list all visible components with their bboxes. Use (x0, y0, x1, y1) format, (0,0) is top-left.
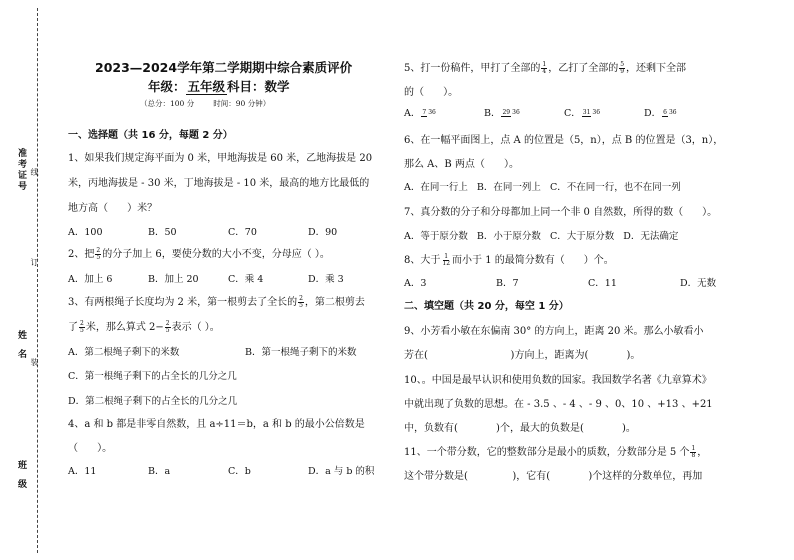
q3-text-d: 米，那么算式 2− (85, 322, 164, 333)
q5-fraction-2 (619, 62, 625, 75)
q8-option-d[interactable]: D．无数 (680, 278, 717, 289)
q5-b-num: 29 (502, 109, 511, 116)
q4-line2: （ ）。 (68, 443, 113, 454)
q5-frac2-num: 5 (620, 61, 625, 68)
q3-text-e: 表示（ ）。 (171, 322, 220, 333)
q5-line2: 的（ ）。 (404, 87, 459, 98)
q2-options (68, 274, 344, 286)
q11-line2: 这个带分数是( )，它有( )个这样的分数单位，再加 (404, 471, 703, 482)
q4-line1: 4、a 和 b 都是非零自然数，且 a÷11＝b，a 和 b 的最小公倍数是 (68, 419, 365, 430)
section1-title: 一、选择题（共 16 分，每题 2 分） (68, 130, 233, 141)
q5-a-num: 7 (422, 109, 427, 116)
grade-value: 五年级 (187, 79, 226, 94)
q3-line1 (68, 296, 365, 309)
q3-fraction-3 (165, 321, 171, 334)
q1-option-b[interactable]: B．50 (148, 227, 177, 238)
q3-frac2-den: 5 (80, 327, 84, 334)
q5-option-c[interactable] (564, 108, 644, 120)
grade-subject-line (148, 77, 290, 95)
q7-options[interactable]: A．等于原分数 B．小于原分数 C．大于原分数 D．无法确定 (404, 231, 679, 242)
q11-frac-den: 8 (691, 452, 696, 459)
q3-text-c: 了 (68, 322, 78, 333)
q4-option-c[interactable]: C．b (228, 466, 251, 477)
q5-frac2-den: 9 (620, 68, 625, 75)
subject-label: 科目：数学 (227, 79, 290, 94)
exam-title: 2023—2024学年第二学期期中综合素质评价 (95, 60, 353, 75)
q5-option-b-label: B． (484, 108, 501, 119)
q3-option-a[interactable]: A．第二根绳子剩下的米数 (68, 347, 180, 358)
q1-line3: 地方高（ ）米？ (68, 203, 158, 214)
q8-text-a: 8、大于 (404, 255, 441, 266)
q8-option-c[interactable]: C．11 (588, 278, 617, 289)
q1-line2: 米，丙地海拔是 - 30 米，丁地海拔是 - 10 米，最高的地方比最低的 (68, 178, 370, 189)
q5-options (404, 108, 679, 120)
q8-text-b: 而小于 1 的最简分数有（ ）个。 (452, 255, 614, 266)
margin-label-zhunkao: 准考证号 (16, 148, 26, 192)
q5-option-d[interactable] (644, 108, 679, 120)
q5-b-den: 36 (512, 109, 520, 116)
q5-fraction-1 (541, 62, 547, 75)
q11-fraction (690, 446, 696, 459)
q4-option-b[interactable]: B．a (148, 466, 171, 477)
q5-frac1-num: 1 (542, 61, 547, 68)
q10-line3: 中，负数有( )个，最大的负数是( )。 (404, 423, 636, 434)
q3-frac1-den: 5 (299, 302, 303, 309)
q10-line2: 中就出现了负数的思想。在 - 3.5 、- 4 、- 9 、0、10 、+13 、+21 (404, 399, 713, 410)
q11-frac-num: 1 (691, 445, 696, 452)
margin-mark-xian: 线 (30, 168, 39, 176)
section2-title: 二、填空题（共 20 分，每空 1 分） (404, 301, 569, 312)
q3-line2 (68, 321, 220, 334)
q5-option-b[interactable] (484, 108, 564, 120)
q3-frac1-num: 2 (299, 295, 303, 302)
grade-label: 年级： (148, 79, 186, 94)
q2-frac-num: 2 (96, 247, 101, 254)
q5-c-den: 36 (592, 109, 601, 116)
q8-frac-den: 12 (442, 260, 451, 267)
q5-a-den: 36 (428, 109, 436, 116)
q3-option-c[interactable]: C．第一根绳子剩下的占全长的几分之几 (68, 371, 237, 382)
q3-option-d[interactable]: D．第二根绳子剩下的占全长的几分之几 (68, 396, 238, 407)
q3-text-a: 3、有两根绳子长度均为 2 米，第一根剪去了全长的 (68, 297, 298, 308)
q5-d-den: 36 (668, 109, 677, 116)
q5-option-a-label: A． (404, 108, 421, 119)
margin-label-banji: 班级 (16, 460, 26, 498)
q2-text-b: 的分子加上 6，要使分数的大小不变，分母应（ ）。 (102, 249, 330, 260)
q1-options (68, 227, 337, 239)
margin-mark-ding: 订 (30, 258, 39, 266)
q5-text-c: ，还剩下全部 (626, 63, 687, 74)
q5-frac1-den: 4 (542, 68, 547, 75)
q7-line1: 7、真分数的分子和分母都加上同一个非 0 自然数，所得的数（ ）。 (404, 207, 718, 218)
q10-line1: 10、。中国是最早认识和使用负数的国家。我国数学名著《九章算术》 (404, 375, 712, 386)
q4-options (68, 466, 374, 478)
q3-options-ab (68, 347, 356, 359)
q6-options[interactable]: A．在同一行上 B．在同一列上 C．不在同一行，也不在同一列 (404, 182, 681, 193)
q11-text-a: 11、一个带分数，它的整数部分是最小的质数，分数部分是 5 个 (404, 447, 690, 458)
q1-option-a[interactable]: A．100 (68, 227, 103, 238)
q5-d-num: 6 (663, 109, 667, 116)
q2-option-a[interactable]: A．加上 6 (68, 274, 113, 285)
q3-text-b: ，第二根剪去 (304, 297, 365, 308)
binding-line (37, 8, 38, 553)
q6-line2: 那么 A、B 两点（ ）。 (404, 159, 519, 170)
q9-line2: 芳在( )方向上，距离为( )。 (404, 350, 641, 361)
q2-text-a: 2、把 (68, 249, 95, 260)
q1-line1: 1、如果我们规定海平面为 0 米，甲地海拔是 60 米，乙地海拔是 20 (68, 153, 373, 164)
q5-option-d-frac (662, 110, 677, 117)
q5-option-c-label: C． (564, 108, 581, 119)
q5-option-d-label: D． (644, 108, 662, 119)
q11-line1 (404, 446, 707, 459)
q3-frac3-den: 5 (165, 327, 170, 334)
q1-option-c[interactable]: C．70 (228, 227, 257, 238)
q5-option-b-frac (501, 110, 520, 117)
q1-option-d[interactable]: D．90 (308, 227, 338, 238)
q5-option-a[interactable] (404, 108, 484, 120)
q2-frac-den: 5 (96, 254, 101, 261)
q3-fraction-1 (298, 296, 304, 309)
exam-meta: （总分：100 分 时间：90 分钟） (140, 99, 271, 108)
q2-option-d[interactable]: D．乘 3 (308, 274, 344, 285)
q8-frac-num: 1 (444, 253, 449, 260)
margin-mark-zhuang: 装 (30, 358, 39, 366)
q4-option-d[interactable]: D．a 与 b 的积 (308, 466, 375, 477)
q5-text-a: 5、打一份稿件，甲打了全部的 (404, 63, 541, 74)
q3-fraction-2 (79, 321, 85, 334)
q3-frac3-num: 2 (165, 320, 170, 327)
q3-frac2-num: 2 (80, 320, 84, 327)
q5-text-b: ，乙打了全部的 (548, 63, 619, 74)
q2-line1 (68, 248, 330, 261)
q5-option-a-frac (421, 110, 436, 117)
q3-option-b[interactable]: B．第一根绳子剩下的米数 (245, 347, 357, 358)
q5-c-num: 31 (582, 109, 591, 116)
q8-option-b[interactable]: B．7 (496, 278, 519, 289)
q2-option-b[interactable]: B．加上 20 (148, 274, 199, 285)
q9-line1: 9、小芳看小敏在东偏南 30° 的方向上，距离 20 米。那么小敏看小 (404, 326, 704, 337)
q4-option-a[interactable]: A．11 (68, 466, 97, 477)
q5-line1 (404, 62, 686, 75)
q2-fraction (95, 248, 101, 261)
q8-fraction (441, 254, 451, 267)
q2-option-c[interactable]: C．乘 4 (228, 274, 264, 285)
q6-line1: 6、在一幅平面图上，点 A 的位置是（5，n），点 B 的位置是（3，n）， (404, 135, 724, 146)
q11-text-b: ， (697, 447, 708, 458)
q8-line1 (404, 254, 614, 267)
margin-label-xingming: 姓名 (16, 330, 26, 368)
q5-option-c-frac (582, 110, 601, 117)
q8-option-a[interactable]: A．3 (404, 278, 427, 289)
q8-options (404, 278, 716, 290)
